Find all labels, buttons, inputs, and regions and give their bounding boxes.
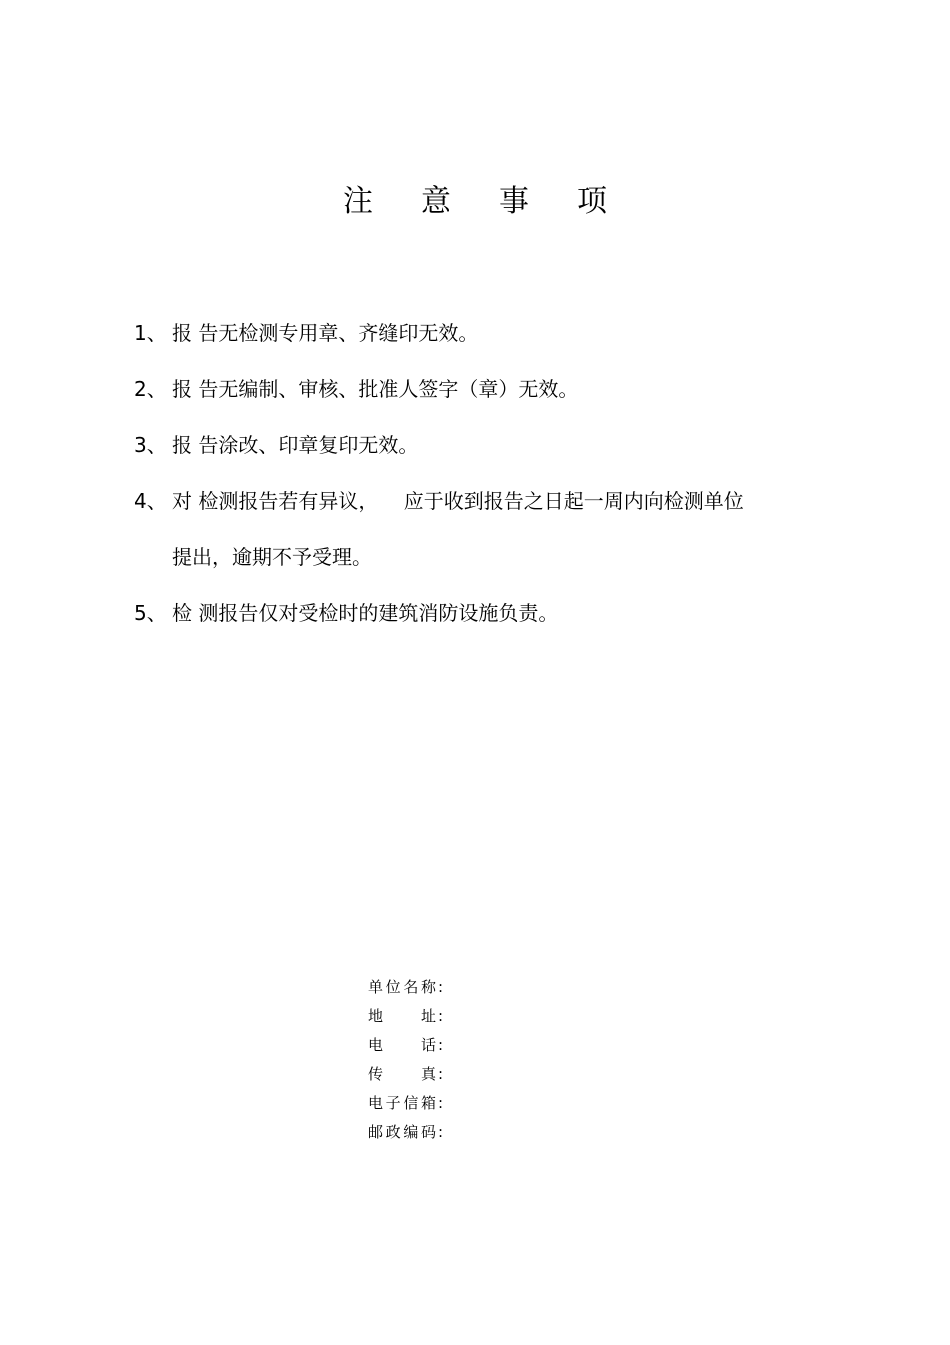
contact-colon: : [438,1036,444,1054]
notice-item [134,361,834,417]
contact-colon: : [438,1007,444,1025]
contact-row-unit-name [368,974,443,1003]
notice-number: 1、 [134,321,167,345]
notice-item [134,473,834,585]
contact-colon: : [438,1065,444,1083]
contact-info-block [368,974,443,1148]
contact-colon: : [438,1094,444,1112]
page-title [0,180,950,224]
notice-item [134,585,834,641]
notice-number: 5、 [134,601,167,625]
contact-label: 电话 [368,1036,436,1054]
contact-label: 地址 [368,1007,436,1025]
contact-row-fax [368,1061,443,1090]
contact-label: 单位名称 [368,978,436,996]
notice-number: 4、 [134,489,167,513]
contact-colon: : [438,1123,444,1141]
contact-row-address [368,1003,443,1032]
contact-row-postal-code [368,1119,443,1148]
notice-text: 报 告无检测专用章、齐缝印无效。 [172,321,479,345]
notice-item [134,305,834,361]
notice-text: 报 告涂改、印章复印无效。 [172,433,419,457]
notice-text: 对 检测报告若有异议， 应于收到报告之日起一周内向检测单位 提出，逾期不予受理。 [172,489,744,569]
contact-row-phone [368,1032,443,1061]
title-char: 注 [343,184,373,219]
contact-colon: : [438,978,444,996]
notice-item [134,417,834,473]
title-char: 项 [577,184,607,219]
title-char: 事 [499,184,529,219]
contact-label: 传真 [368,1065,436,1083]
contact-row-email [368,1090,443,1119]
notice-text: 检 测报告仅对受检时的建筑消防设施负责。 [172,601,559,625]
contact-label: 邮政编码 [368,1123,436,1141]
contact-label: 电子信箱 [368,1094,436,1112]
notice-text: 报 告无编制、审核、批准人签字（章）无效。 [172,377,579,401]
notice-number: 2、 [134,377,167,401]
notice-number: 3、 [134,433,167,457]
title-char: 意 [421,184,451,219]
notice-list [134,305,834,641]
